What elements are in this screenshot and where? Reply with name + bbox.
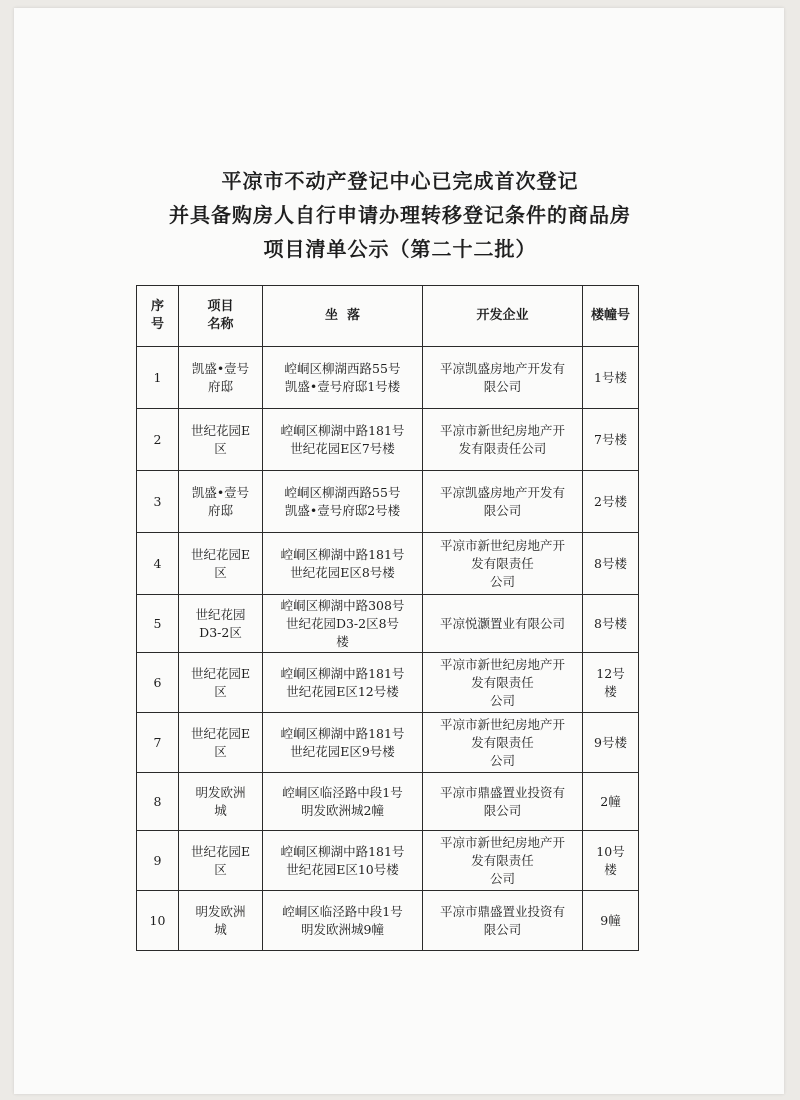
cell-project-line: 区 (214, 440, 227, 456)
cell-project-line: 世纪花园E (190, 422, 251, 438)
cell-developer-line: 发有限责任 (471, 555, 534, 571)
cell-building (583, 831, 639, 891)
cell-project-line: 明发欧洲 (195, 784, 246, 800)
cell-location-line: 楼 (336, 633, 349, 649)
cell-building (583, 595, 639, 653)
cell-location-line: 世纪花园E区9号楼 (290, 743, 395, 759)
cell-project (179, 533, 263, 595)
cell-building-line: 7号楼 (594, 431, 627, 447)
cell-no: 8 (137, 773, 179, 831)
cell-project-line: 府邸 (207, 378, 233, 394)
table-row (137, 347, 639, 409)
cell-building-line: 9幢 (600, 912, 621, 928)
cell-developer (423, 409, 583, 471)
cell-project (179, 773, 263, 831)
table-row (137, 713, 639, 773)
title-line-3: 项目清单公示（第二十二批） (263, 237, 537, 261)
cell-location (263, 713, 423, 773)
cell-location-line: 世纪花园E区10号楼 (286, 861, 399, 877)
cell-building-line: 9号楼 (594, 734, 627, 750)
cell-project-line: 区 (214, 743, 227, 759)
cell-developer (423, 595, 583, 653)
cell-location-line: 崆峒区柳湖中路181号 (280, 843, 405, 859)
cell-location-line: 崆峒区柳湖西路55号 (284, 360, 401, 376)
document-title (0, 164, 800, 266)
cell-no: 4 (137, 533, 179, 595)
cell-developer-line: 平凉凯盛房地产开发有 (439, 484, 565, 500)
cell-project-line: 城 (214, 921, 227, 937)
cell-location-line: 崆峒区柳湖中路181号 (280, 725, 405, 741)
cell-developer-line: 发有限责任公司 (458, 440, 547, 456)
cell-developer-line: 发有限责任 (471, 674, 534, 690)
cell-location (263, 773, 423, 831)
cell-location-line: 崆峒区柳湖中路181号 (280, 422, 405, 438)
cell-developer-line: 平凉市新世纪房地产开 (439, 834, 565, 850)
cell-project-line: 凯盛•壹号 (191, 484, 250, 500)
cell-developer-line: 平凉市新世纪房地产开 (439, 422, 565, 438)
cell-no: 3 (137, 471, 179, 533)
cell-project-line: 世纪花园E (190, 665, 251, 681)
cell-location (263, 891, 423, 951)
cell-building (583, 713, 639, 773)
cell-developer-line: 平凉市新世纪房地产开 (439, 537, 565, 553)
cell-no: 1 (137, 347, 179, 409)
cell-no: 6 (137, 653, 179, 713)
header-developer: 开发企业 (423, 286, 583, 347)
cell-location-line: 崆峒区柳湖西路55号 (284, 484, 401, 500)
cell-project (179, 409, 263, 471)
cell-no: 9 (137, 831, 179, 891)
cell-developer (423, 891, 583, 951)
cell-developer (423, 533, 583, 595)
cell-location-line: 世纪花园E区12号楼 (286, 683, 399, 699)
cell-location-line: 世纪花园E区8号楼 (290, 564, 395, 580)
cell-developer-line: 平凉悦灏置业有限公司 (439, 615, 565, 631)
cell-location-line: 崆峒区柳湖中路181号 (280, 665, 405, 681)
cell-project (179, 713, 263, 773)
cell-no: 7 (137, 713, 179, 773)
cell-project-line: 明发欧洲 (195, 903, 246, 919)
cell-project-line: D3-2区 (199, 624, 242, 640)
cell-location-line: 明发欧洲城9幢 (301, 921, 384, 937)
cell-building (583, 533, 639, 595)
cell-building-line: 楼 (604, 861, 617, 877)
cell-project (179, 831, 263, 891)
cell-building (583, 773, 639, 831)
cell-developer-line: 平凉市鼎盛置业投资有 (439, 903, 565, 919)
cell-location-line: 崆峒区柳湖中路308号 (280, 597, 405, 613)
table-header-row (137, 286, 639, 347)
cell-location (263, 347, 423, 409)
cell-location (263, 653, 423, 713)
table-row (137, 409, 639, 471)
title-line-1: 平凉市不动产登记中心已完成首次登记 (221, 169, 579, 193)
title-line-2: 并具备购房人自行申请办理转移登记条件的商品房 (169, 203, 631, 227)
cell-location (263, 471, 423, 533)
cell-building-line: 2幢 (600, 793, 621, 809)
table-row (137, 471, 639, 533)
project-table (136, 285, 639, 951)
cell-developer-line: 平凉市新世纪房地产开 (439, 656, 565, 672)
cell-location-line: 崆峒区临泾路中段1号 (282, 784, 403, 800)
cell-building (583, 891, 639, 951)
cell-project-line: 区 (214, 564, 227, 580)
cell-location-line: 凯盛•壹号府邸1号楼 (284, 378, 401, 394)
table-row (137, 653, 639, 713)
cell-developer (423, 831, 583, 891)
cell-location-line: 崆峒区临泾路中段1号 (282, 903, 403, 919)
table-body (137, 347, 639, 951)
cell-project (179, 891, 263, 951)
cell-project-line: 城 (214, 802, 227, 818)
cell-building-line: 楼 (604, 683, 617, 699)
cell-developer (423, 773, 583, 831)
cell-developer-line: 公司 (489, 870, 515, 886)
cell-project-line: 世纪花园E (190, 725, 251, 741)
cell-developer-line: 发有限责任 (471, 734, 534, 750)
cell-project (179, 347, 263, 409)
cell-building-line: 12号 (596, 665, 625, 681)
cell-building (583, 409, 639, 471)
cell-developer (423, 653, 583, 713)
header-building: 楼幢号 (583, 286, 639, 347)
cell-developer (423, 347, 583, 409)
cell-location-line: 崆峒区柳湖中路181号 (280, 546, 405, 562)
cell-building (583, 653, 639, 713)
cell-developer-line: 限公司 (483, 378, 522, 394)
table-row (137, 891, 639, 951)
cell-developer-line: 公司 (489, 692, 515, 708)
cell-location-line: 凯盛•壹号府邸2号楼 (284, 502, 401, 518)
header-no: 序 号 (137, 286, 179, 347)
cell-building-line: 8号楼 (594, 615, 627, 631)
cell-developer-line: 平凉市新世纪房地产开 (439, 716, 565, 732)
table-row (137, 533, 639, 595)
cell-location-line: 明发欧洲城2幢 (301, 802, 384, 818)
cell-project (179, 471, 263, 533)
cell-location (263, 831, 423, 891)
table-row (137, 773, 639, 831)
cell-project-line: 凯盛•壹号 (191, 360, 250, 376)
cell-no: 2 (137, 409, 179, 471)
table-row (137, 595, 639, 653)
cell-developer-line: 公司 (489, 752, 515, 768)
cell-project-line: 区 (214, 683, 227, 699)
cell-building (583, 471, 639, 533)
cell-developer (423, 471, 583, 533)
cell-project (179, 653, 263, 713)
cell-project-line: 世纪花园 (195, 606, 246, 622)
cell-developer (423, 713, 583, 773)
header-project: 项目 名称 (179, 286, 263, 347)
cell-project-line: 府邸 (207, 502, 233, 518)
cell-project (179, 595, 263, 653)
cell-building-line: 2号楼 (594, 493, 627, 509)
cell-location (263, 595, 423, 653)
cell-building-line: 8号楼 (594, 555, 627, 571)
cell-developer-line: 平凉凯盛房地产开发有 (439, 360, 565, 376)
cell-developer-line: 公司 (489, 573, 515, 589)
cell-developer-line: 限公司 (483, 502, 522, 518)
cell-no: 5 (137, 595, 179, 653)
cell-location (263, 409, 423, 471)
cell-developer-line: 限公司 (483, 802, 522, 818)
cell-building (583, 347, 639, 409)
cell-building-line: 1号楼 (594, 369, 627, 385)
table-row (137, 831, 639, 891)
cell-project-line: 世纪花园E (190, 546, 251, 562)
cell-developer-line: 发有限责任 (471, 852, 534, 868)
cell-location (263, 533, 423, 595)
cell-building-line: 10号 (596, 843, 625, 859)
cell-location-line: 世纪花园D3-2区8号 (285, 615, 400, 631)
header-location: 坐 落 (263, 286, 423, 347)
cell-project-line: 世纪花园E (190, 843, 251, 859)
cell-no: 10 (137, 891, 179, 951)
cell-project-line: 区 (214, 861, 227, 877)
cell-developer-line: 限公司 (483, 921, 522, 937)
cell-developer-line: 平凉市鼎盛置业投资有 (439, 784, 565, 800)
cell-location-line: 世纪花园E区7号楼 (290, 440, 395, 456)
